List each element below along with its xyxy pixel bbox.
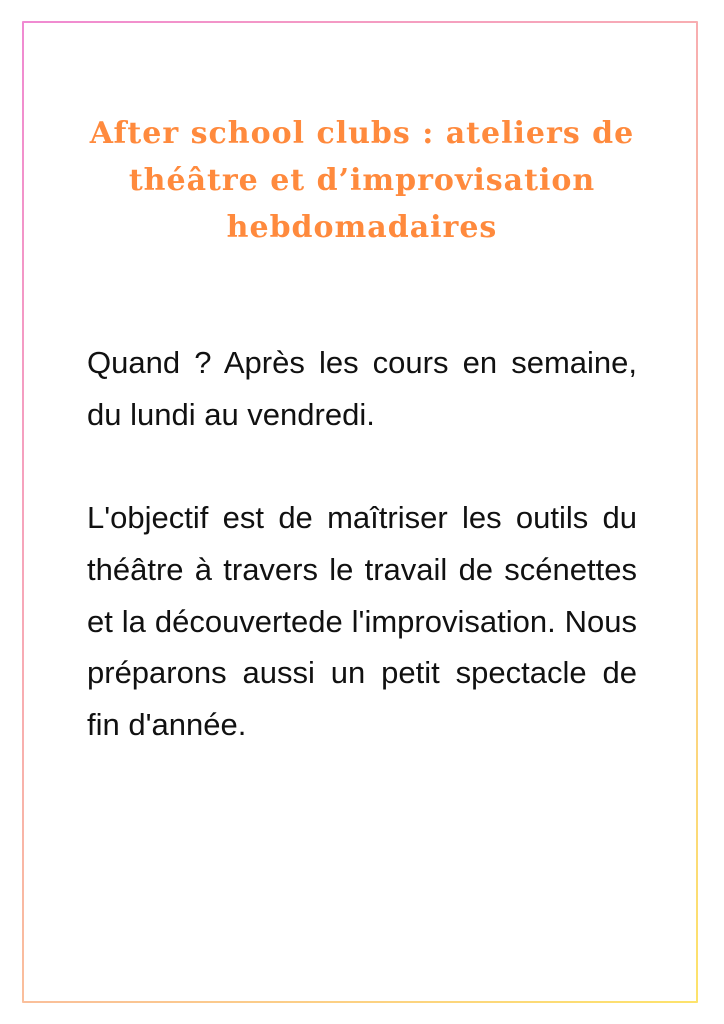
paragraph-spacer (87, 440, 637, 492)
page-title: After school clubs : ateliers de théâtre et d’improvisation hebdomadaires (89, 116, 635, 245)
objective-paragraph: L'objectif est de maîtriser les outils du théâtre à travers le travail de scénettes et la découvertede l'improvisation. Nous préparons aussi un petit spectacle de fin d'année. (87, 500, 637, 742)
card-body (87, 337, 637, 751)
schedule-paragraph: Quand ? Après les cours en semaine, du lundi au vendredi. (87, 345, 637, 432)
